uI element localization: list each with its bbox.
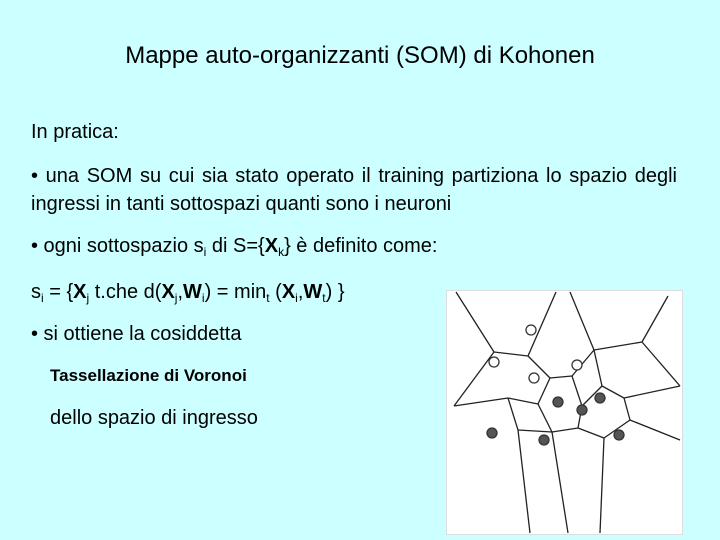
bullet-subspace-x-index: k bbox=[278, 245, 285, 260]
formula-comma1: , bbox=[177, 281, 184, 303]
formula-comma2: , bbox=[297, 281, 304, 303]
prototype-point-filled bbox=[553, 397, 563, 407]
bullet-subspace-mid: di S={ bbox=[206, 235, 265, 257]
voronoi-diagram bbox=[446, 290, 683, 535]
prototype-point-filled bbox=[539, 435, 549, 445]
formula-x1: X bbox=[73, 281, 87, 303]
formula-s-index: i bbox=[41, 291, 44, 306]
formula-x1-index: j bbox=[86, 291, 90, 306]
input-space-text: dello spazio di ingresso bbox=[50, 407, 258, 429]
bullet-result: • si ottiene la cosiddetta bbox=[31, 323, 242, 345]
formula-x2: X bbox=[161, 281, 175, 303]
formula-close: ) } bbox=[325, 281, 345, 303]
prototype-point-open bbox=[529, 373, 539, 383]
prototype-point-open bbox=[489, 357, 499, 367]
prototype-point-open bbox=[526, 325, 536, 335]
bullet-subspace-x: X bbox=[264, 235, 279, 257]
bullet-subspace-s-index: i bbox=[203, 245, 207, 260]
bullet-subspace bbox=[31, 232, 438, 260]
prototype-point-filled bbox=[487, 428, 497, 438]
bullet-partition: • una SOM su cui sia stato operato il training partiziona lo spazio degli ingressi in tanti sottospazi quanti sono i neuroni bbox=[31, 165, 677, 215]
formula-eq-open: = { bbox=[43, 281, 74, 303]
formula-w1: W bbox=[183, 281, 202, 303]
slide-title: Mappe auto-organizzanti (SOM) di Kohonen bbox=[125, 42, 595, 69]
prototype-point-filled bbox=[577, 405, 587, 415]
voronoi-frame bbox=[447, 291, 683, 535]
formula-text1: t.che d( bbox=[89, 281, 162, 303]
formula-min-index: t bbox=[266, 291, 270, 306]
prototype-point-filled bbox=[614, 430, 624, 440]
formula-w2: W bbox=[303, 281, 323, 303]
bullet-subspace-prefix: • ogni sottospazio s bbox=[31, 235, 204, 257]
formula-x3: X bbox=[281, 281, 296, 303]
prototype-point-open bbox=[572, 360, 582, 370]
bullet-subspace-suffix: } è definito come: bbox=[284, 235, 438, 257]
prototype-point-filled bbox=[595, 393, 605, 403]
voronoi-term: Tassellazione di Voronoi bbox=[50, 366, 247, 385]
voronoi-formula bbox=[31, 278, 345, 306]
formula-text3: ( bbox=[269, 281, 282, 303]
formula-x3-index: i bbox=[295, 291, 298, 306]
formula-s: s bbox=[31, 281, 41, 303]
formula-w2-index: t bbox=[322, 291, 326, 306]
formula-text2: ) = min bbox=[204, 281, 267, 303]
formula-x2-index: j bbox=[174, 291, 178, 306]
formula-w1-index: i bbox=[201, 291, 205, 306]
intro-text: In pratica: bbox=[31, 121, 119, 143]
